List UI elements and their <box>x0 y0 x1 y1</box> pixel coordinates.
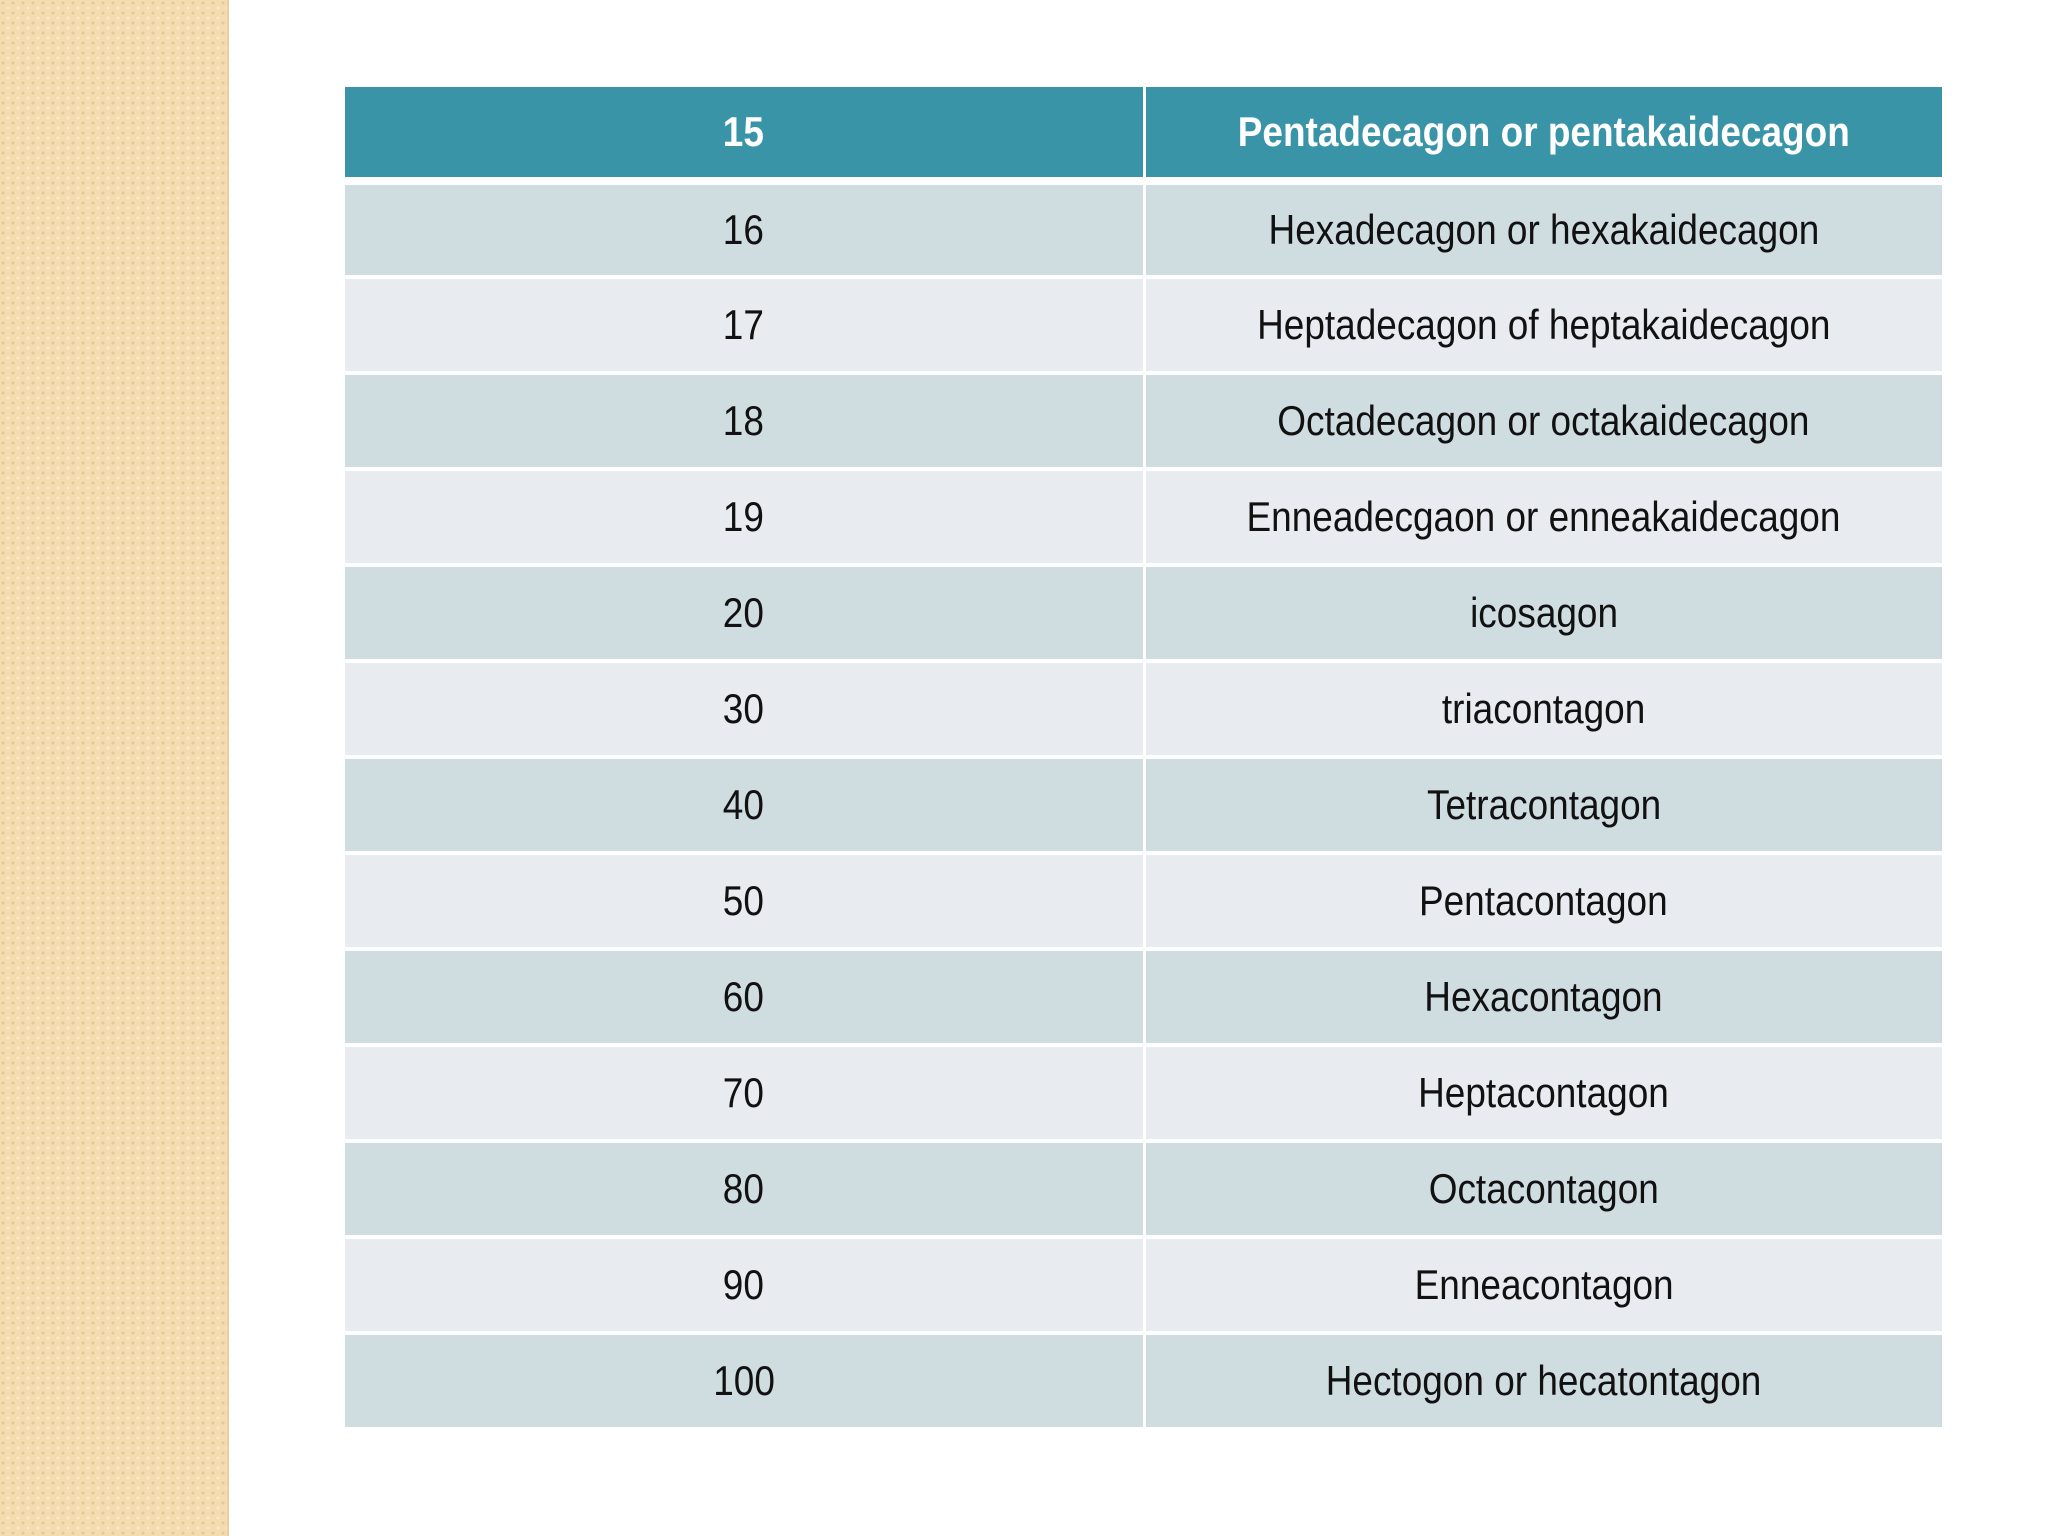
sides-text: 70 <box>723 1069 765 1116</box>
name-text: icosagon <box>1469 589 1618 636</box>
table-row <box>345 853 1942 949</box>
cell-sides <box>345 469 1144 565</box>
table-row <box>345 1333 1942 1429</box>
sides-text: 16 <box>723 206 765 253</box>
header-sides-text: 15 <box>723 108 765 155</box>
header-cell-sides <box>345 87 1144 181</box>
sides-text: 90 <box>723 1261 765 1308</box>
cell-sides <box>345 565 1144 661</box>
polygon-names-table <box>345 87 1942 1431</box>
cell-sides <box>345 1237 1144 1333</box>
table-row <box>345 373 1942 469</box>
sides-text: 50 <box>723 877 765 924</box>
table-row <box>345 949 1942 1045</box>
name-text: Hexacontagon <box>1424 973 1663 1020</box>
name-text: Enneadecgaon or enneakaidecagon <box>1246 493 1841 540</box>
table-row <box>345 565 1942 661</box>
cell-name <box>1144 1237 1942 1333</box>
sides-text: 40 <box>723 781 765 828</box>
sides-text: 18 <box>723 397 765 444</box>
cell-name <box>1144 1333 1942 1429</box>
name-text: Hectogon or hecatontagon <box>1325 1357 1762 1404</box>
name-text: Pentacontagon <box>1419 877 1669 924</box>
name-text: Enneacontagon <box>1414 1261 1674 1308</box>
cell-sides <box>345 181 1144 277</box>
cell-name <box>1144 277 1942 373</box>
cell-sides <box>345 1141 1144 1237</box>
name-text: triacontagon <box>1442 685 1646 732</box>
name-text: Octacontagon <box>1428 1165 1659 1212</box>
sides-text: 30 <box>723 685 765 732</box>
sides-text: 80 <box>723 1165 765 1212</box>
cell-sides <box>345 1045 1144 1141</box>
table-row <box>345 661 1942 757</box>
decorative-side-band <box>0 0 229 1536</box>
cell-name <box>1144 661 1942 757</box>
table-row <box>345 757 1942 853</box>
cell-name <box>1144 1141 1942 1237</box>
name-text: Octadecagon or octakaidecagon <box>1277 397 1810 444</box>
cell-sides <box>345 853 1144 949</box>
table-header-row <box>345 87 1942 181</box>
table-row <box>345 277 1942 373</box>
cell-name <box>1144 1045 1942 1141</box>
cell-sides <box>345 373 1144 469</box>
cell-sides <box>345 757 1144 853</box>
sides-text: 19 <box>723 493 765 540</box>
cell-sides <box>345 277 1144 373</box>
polygon-names-table-wrapper <box>345 87 1942 1431</box>
header-name-text: Pentadecagon or pentakaidecagon <box>1237 108 1850 155</box>
cell-sides <box>345 949 1144 1045</box>
cell-name <box>1144 757 1942 853</box>
name-text: Tetracontagon <box>1426 781 1661 828</box>
cell-name <box>1144 853 1942 949</box>
name-text: Heptacontagon <box>1418 1069 1670 1116</box>
header-cell-name <box>1144 87 1942 181</box>
cell-name <box>1144 565 1942 661</box>
table-row <box>345 1045 1942 1141</box>
cell-sides <box>345 661 1144 757</box>
name-text: Heptadecagon of heptakaidecagon <box>1257 301 1831 348</box>
sides-text: 20 <box>723 589 765 636</box>
sides-text: 17 <box>723 301 765 348</box>
name-text: Hexadecagon or hexakaidecagon <box>1268 206 1820 253</box>
sides-text: 60 <box>723 973 765 1020</box>
cell-name <box>1144 181 1942 277</box>
table-row <box>345 1237 1942 1333</box>
sides-text: 100 <box>712 1357 775 1404</box>
cell-name <box>1144 469 1942 565</box>
table-row <box>345 181 1942 277</box>
cell-sides <box>345 1333 1144 1429</box>
table-row <box>345 469 1942 565</box>
table-row <box>345 1141 1942 1237</box>
cell-name <box>1144 949 1942 1045</box>
cell-name <box>1144 373 1942 469</box>
